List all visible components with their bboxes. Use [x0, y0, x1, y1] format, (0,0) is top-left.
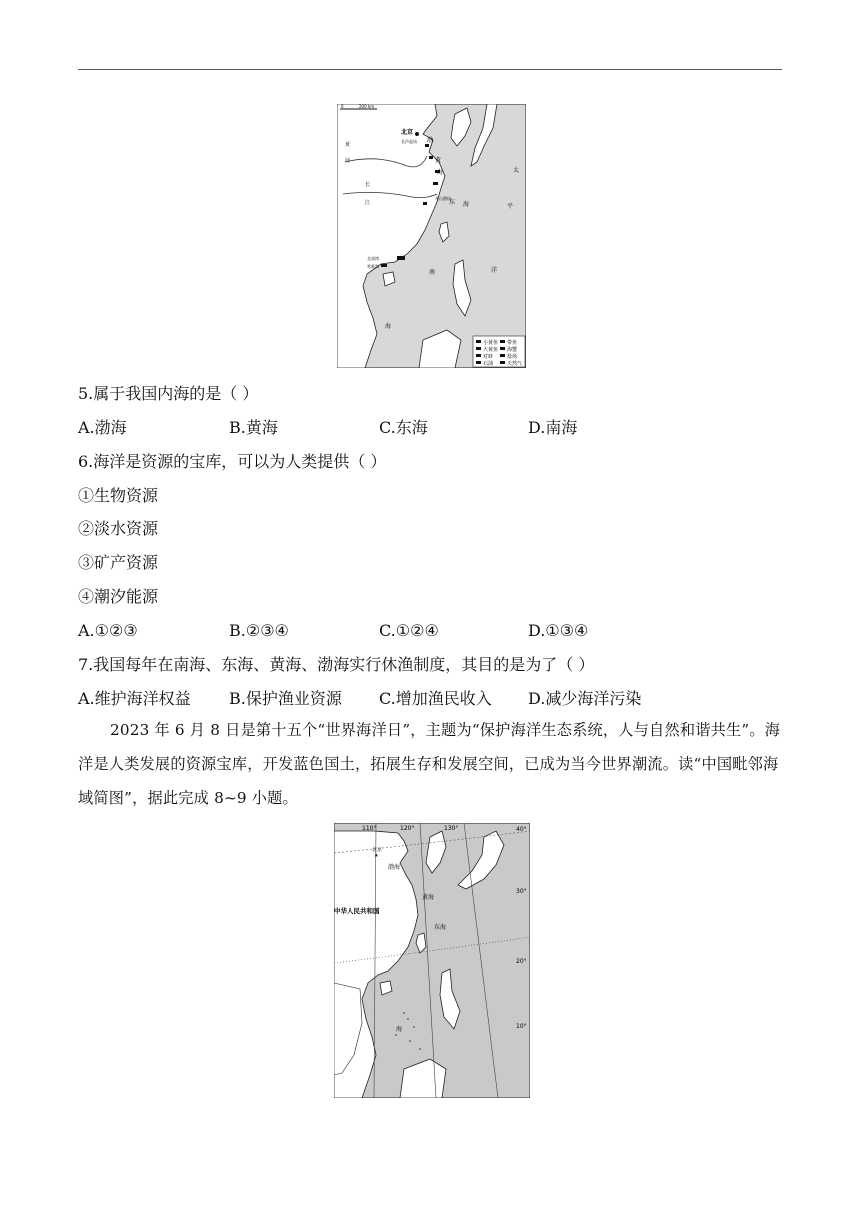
q6-item-2: ②淡水资源: [78, 519, 159, 538]
adjacent-seas-map: [334, 823, 530, 1098]
svg-text:长芦盐场: 长芦盐场: [401, 139, 417, 144]
q6-option-b[interactable]: B.②③④: [229, 621, 289, 640]
svg-text:对虾: 对虾: [483, 354, 494, 360]
sea-resources-map: [337, 104, 526, 368]
svg-text:渤: 渤: [427, 137, 434, 144]
reading-passage: 2023 年 6 月 8 日是第十五个“世界海洋日”，主题为“保护海洋生态系统，人与自然和谐共生”。海洋是人类发展的资源宝库，开发蓝色国土，拓展生存和发展空间，已成为当今世界潮流。读“中国毗邻海域简图”，据此完成 8~9 小题。: [78, 721, 781, 807]
svg-text:北部湾: 北部湾: [367, 256, 379, 261]
svg-text:★: ★: [374, 853, 379, 859]
svg-text:渤海: 渤海: [388, 864, 401, 871]
svg-text:长: 长: [365, 182, 371, 188]
q6-item-3: ③矿产资源: [78, 553, 159, 572]
q6-item-1: ①生物资源: [78, 486, 159, 505]
scale-label: 200 km: [359, 104, 375, 109]
q6-option-a[interactable]: A.①②③: [78, 621, 138, 640]
q7-option-b[interactable]: B.保护渔业资源: [229, 689, 342, 708]
svg-text:10°: 10°: [516, 1023, 527, 1030]
svg-text:北京: 北京: [372, 847, 383, 853]
q5-option-d[interactable]: D.南海: [528, 418, 578, 437]
svg-text:莺歌海: 莺歌海: [367, 264, 379, 269]
svg-text:东: 东: [449, 199, 456, 206]
svg-text:洋: 洋: [491, 267, 498, 274]
q6-option-c[interactable]: C.①②④: [379, 621, 439, 640]
svg-text:河: 河: [345, 158, 351, 164]
svg-text:南: 南: [429, 269, 436, 276]
svg-text:小黄鱼: 小黄鱼: [483, 340, 499, 346]
svg-text:110°: 110°: [362, 825, 377, 832]
question-7-stem: 7.我国每年在南海、东海、黄海、渤海实行休渔制度，其目的是为了（ ）: [78, 655, 595, 674]
q7-option-c[interactable]: C.增加渔民收入: [379, 689, 492, 708]
svg-text:黄海: 黄海: [422, 894, 435, 901]
svg-text:天然气: 天然气: [507, 361, 523, 367]
svg-text:太: 太: [513, 167, 520, 174]
question-6-stem: 6.海洋是资源的宝库，可以为人类提供（ ）: [78, 452, 387, 471]
q7-option-d[interactable]: D.减少海洋污染: [528, 689, 642, 708]
svg-text:海: 海: [437, 169, 444, 176]
svg-text:石油: 石油: [483, 361, 494, 367]
header-rule: [78, 69, 782, 70]
q5-option-c[interactable]: C.东海: [379, 418, 428, 437]
svg-text:大黄鱼: 大黄鱼: [483, 347, 499, 353]
svg-text:北京: 北京: [401, 129, 414, 136]
question-5-stem: 5.属于我国内海的是（ ）: [78, 384, 259, 403]
svg-text:江: 江: [365, 200, 371, 206]
svg-text:0: 0: [341, 104, 344, 109]
svg-text:130°: 130°: [444, 825, 459, 832]
q6-option-d[interactable]: D.①③④: [528, 621, 589, 640]
svg-text:海: 海: [463, 201, 470, 208]
q5-option-b[interactable]: B.黄海: [229, 418, 278, 437]
svg-text:40°: 40°: [516, 826, 527, 833]
svg-text:舟山渔场: 舟山渔场: [435, 196, 451, 201]
svg-text:海蟹: 海蟹: [507, 347, 518, 353]
svg-text:30°: 30°: [516, 888, 527, 895]
svg-text:盐场: 盐场: [507, 354, 518, 360]
svg-text:东海: 东海: [434, 924, 447, 931]
svg-text:中华人民共和国: 中华人民共和国: [334, 907, 380, 915]
svg-text:海: 海: [385, 323, 392, 330]
svg-text:黄: 黄: [345, 142, 351, 148]
svg-text:海: 海: [396, 1026, 403, 1033]
svg-text:带鱼: 带鱼: [507, 340, 518, 346]
svg-text:黄: 黄: [435, 157, 442, 164]
svg-text:平: 平: [507, 203, 514, 210]
q6-item-4: ④潮汐能源: [78, 587, 159, 606]
svg-text:20°: 20°: [516, 958, 527, 965]
svg-text:120°: 120°: [400, 825, 415, 832]
q5-option-a[interactable]: A.渤海: [78, 418, 127, 437]
q7-option-a[interactable]: A.维护海洋权益: [78, 689, 191, 708]
